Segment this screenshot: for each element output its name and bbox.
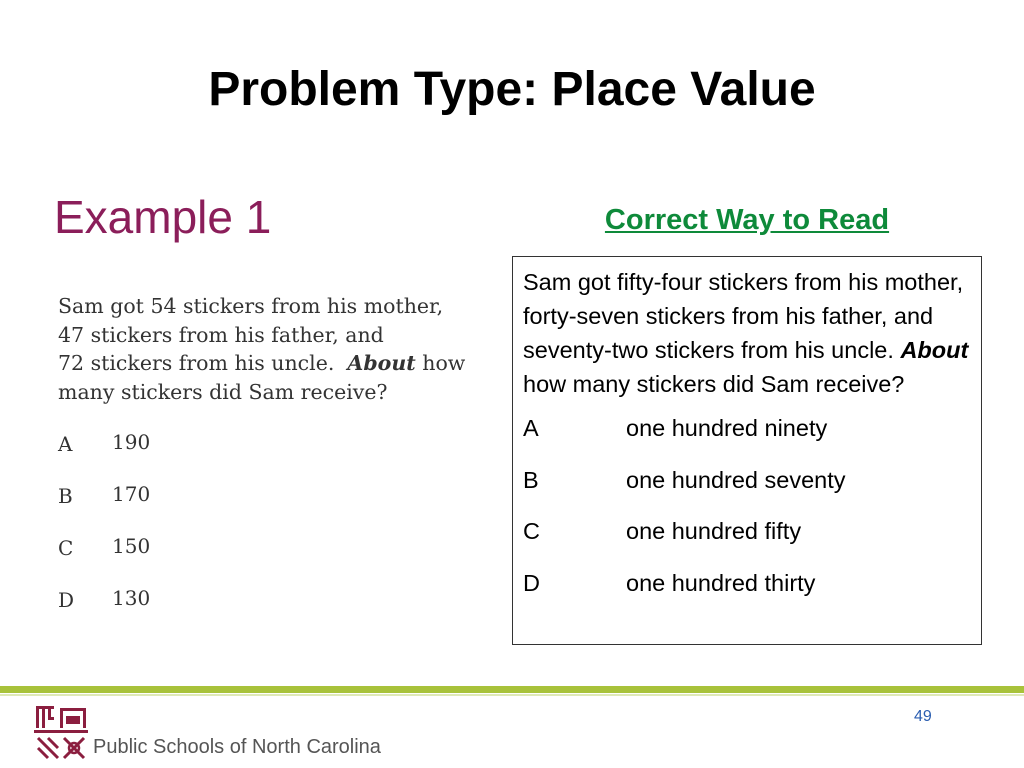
question-line-tail: how (422, 351, 466, 375)
question-line: 47 stickers from his father, and (58, 322, 384, 347)
reading-question (523, 265, 971, 401)
choice-letter: B (58, 484, 73, 508)
choice-letter: C (58, 536, 74, 560)
correct-way-heading: Correct Way to Read (604, 204, 890, 236)
dpi-logo-icon (34, 704, 88, 762)
question-line-text: 72 stickers from his uncle. (58, 351, 335, 375)
page-number: 49 (914, 708, 932, 725)
choice-value: 190 (112, 430, 151, 454)
choice-letter: C (523, 518, 540, 544)
test-item-question (58, 292, 498, 406)
reading-choice (523, 566, 971, 618)
choice-letter: D (523, 569, 540, 596)
choice-value: 130 (112, 586, 151, 610)
footer-divider-shadow (0, 694, 1024, 696)
choice-letter: B (523, 466, 539, 493)
reading-question-text: Sam got fifty-four stickers from his mother, forty-seven stickers from his father, and seventy-two stickers from his uncle. (523, 269, 964, 363)
question-line: Sam got 54 stickers from his mother, (58, 294, 444, 318)
choice-letter: D (58, 588, 75, 612)
choice-value: 150 (112, 534, 151, 558)
organization-name: Public Schools of North Carolina (93, 736, 381, 758)
footer-divider (0, 686, 1024, 693)
slide-title: Problem Type: Place Value (208, 63, 816, 116)
choice-value: one hundred ninety (626, 415, 828, 441)
reading-choice (523, 411, 971, 463)
reading-choice (523, 463, 971, 515)
reading-choices (523, 411, 971, 617)
question-line: many stickers did Sam receive? (58, 379, 388, 404)
reading-question-tail: how many stickers did Sam receive? (523, 371, 905, 397)
about-emphasis: About (347, 351, 416, 375)
choice-value: 170 (112, 482, 151, 506)
choice-value: one hundred fifty (626, 518, 802, 544)
about-emphasis: About (900, 337, 969, 363)
correct-reading-box (512, 256, 982, 645)
choice-letter: A (523, 415, 539, 441)
choice-value: one hundred thirty (626, 569, 816, 596)
choice-value: one hundred seventy (626, 466, 846, 493)
reading-choice (523, 514, 971, 566)
question-line (58, 349, 498, 378)
choice-letter: A (58, 432, 73, 456)
example-heading: Example 1 (54, 191, 272, 243)
